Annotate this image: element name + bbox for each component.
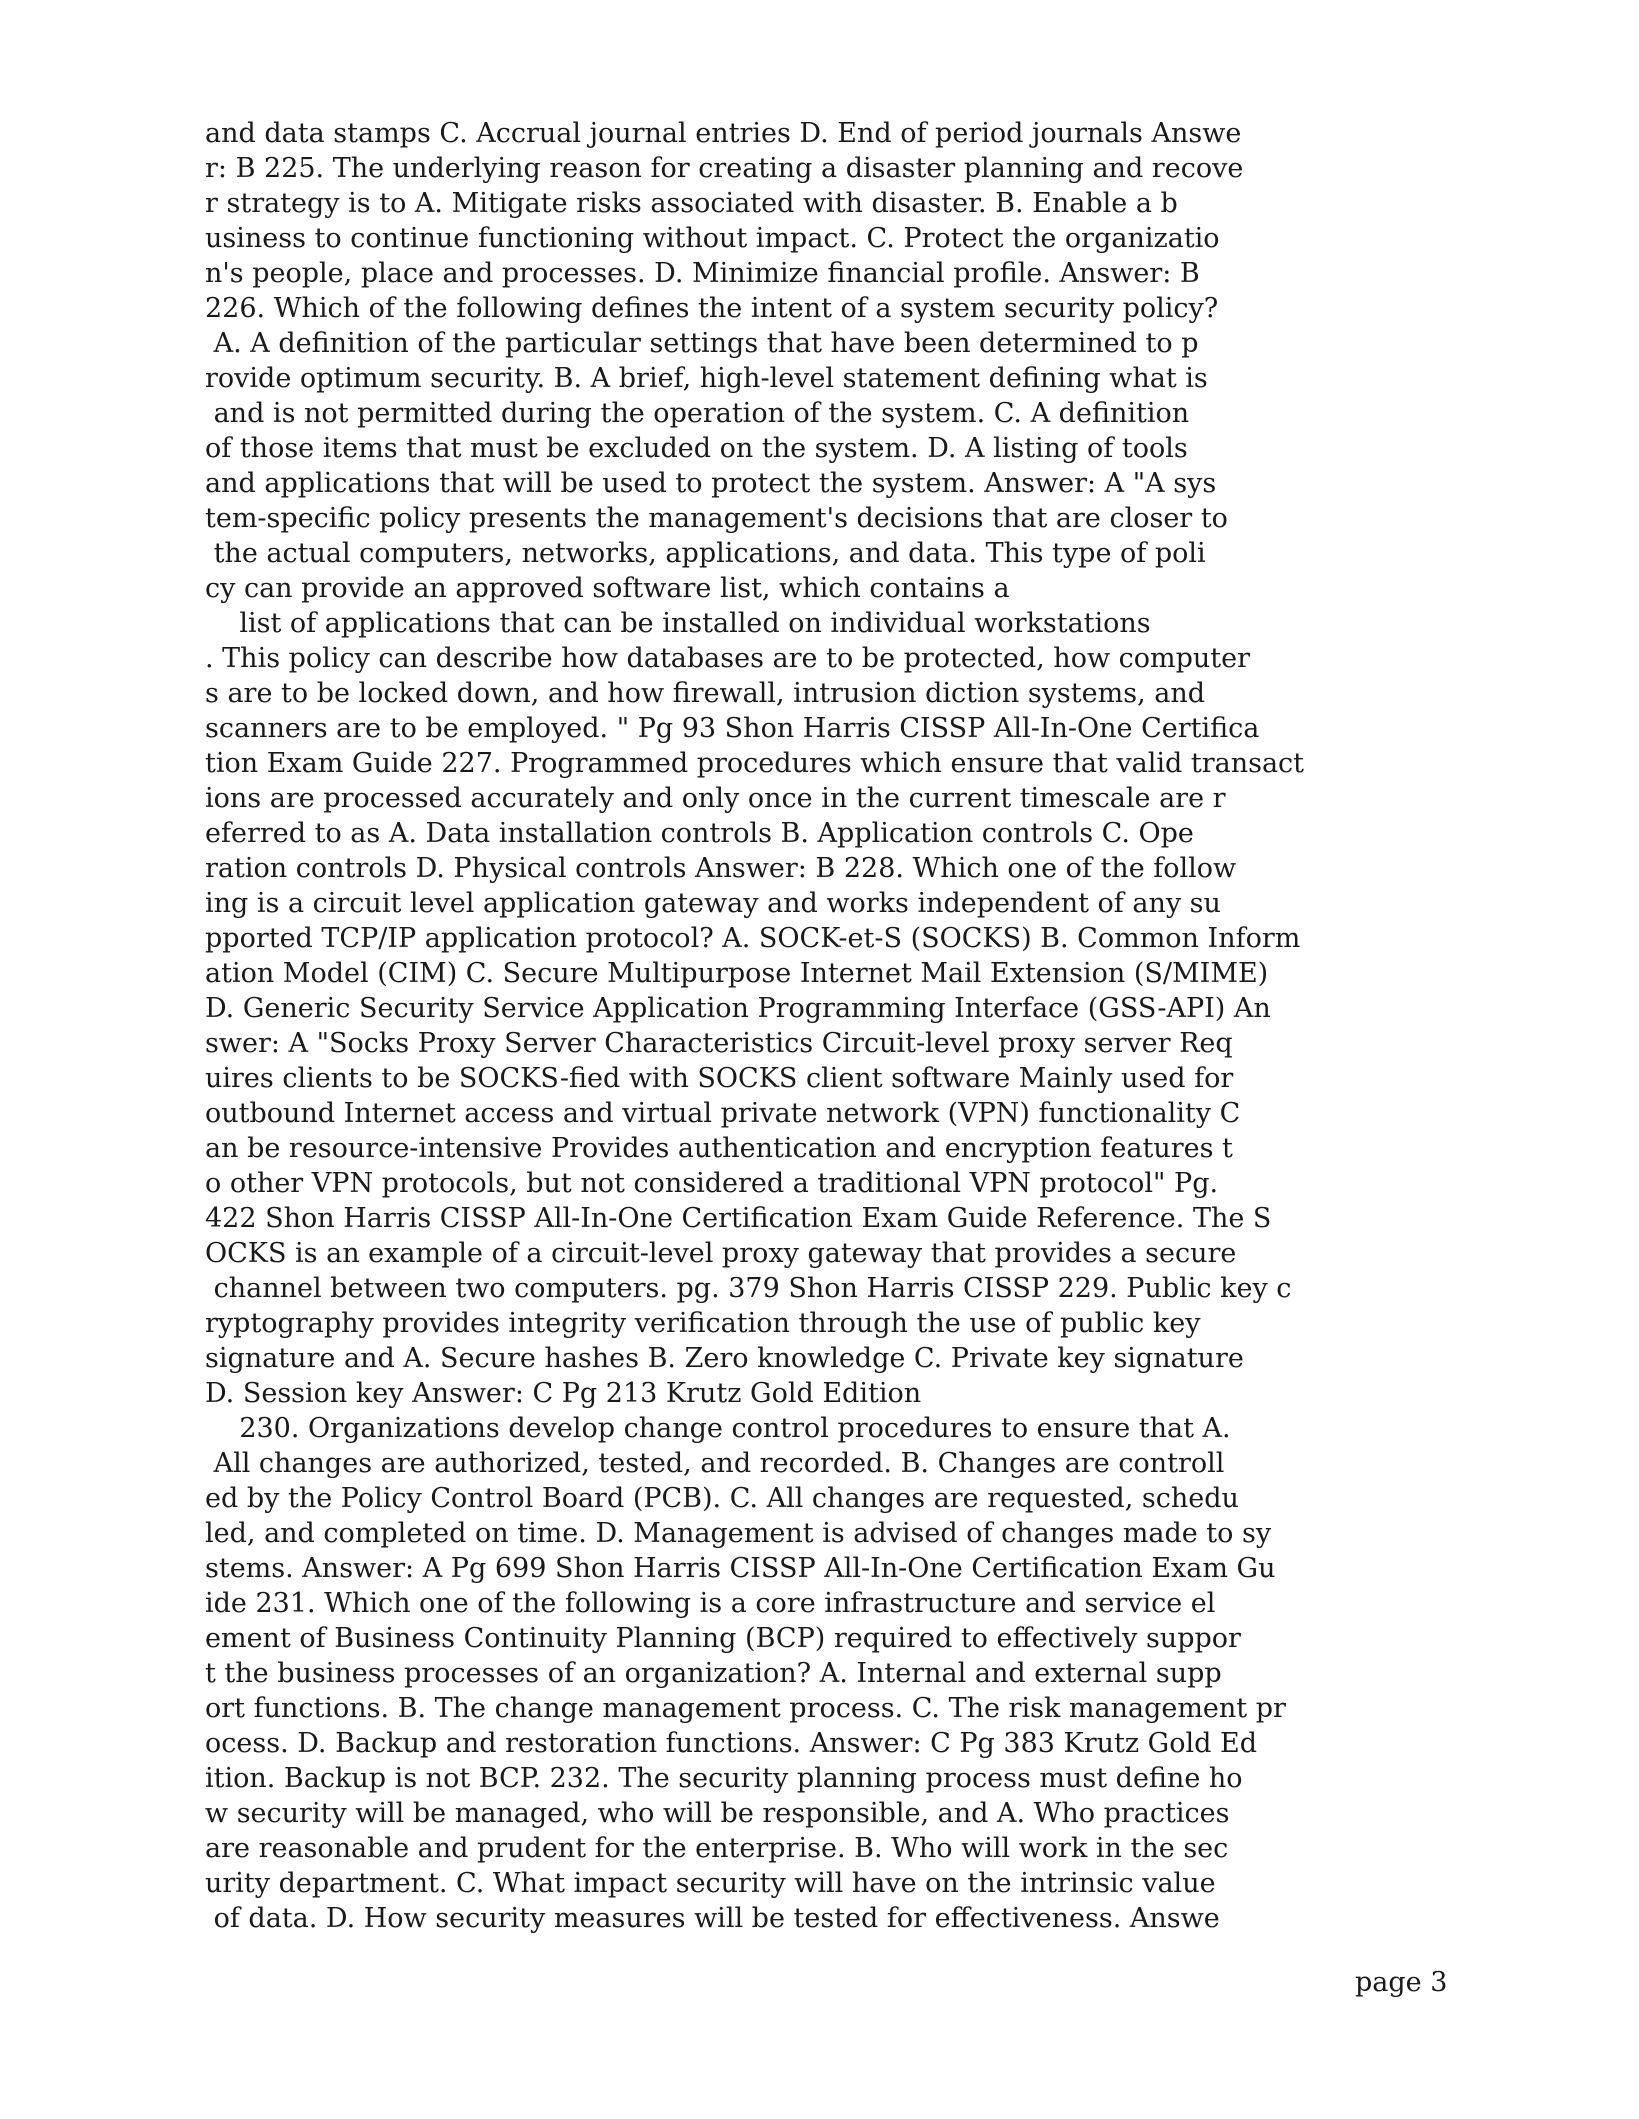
text-line: outbound Internet access and virtual private network (VPN) functionality C [205, 1098, 1241, 1129]
text-line: ration controls D. Physical controls Answer: B 228. Which one of the follow [205, 853, 1237, 884]
text-line: signature and A. Secure hashes B. Zero knowledge C. Private key signature [205, 1343, 1244, 1374]
text-line: ation Model (CIM) C. Secure Multipurpose Internet Mail Extension (S/MIME) [205, 958, 1269, 989]
text-line: tion Exam Guide 227. Programmed procedures which ensure that valid transact [205, 748, 1305, 779]
text-line: ions are processed accurately and only once in the current timescale are r [205, 783, 1226, 814]
text-line: list of applications that can be installed on individual workstations [205, 608, 1151, 639]
text-line: D. Generic Security Service Application Programming Interface (GSS-API) An [205, 993, 1271, 1024]
text-line: stems. Answer: A Pg 699 Shon Harris CISSP All-In-One Certification Exam Gu [205, 1553, 1276, 1584]
text-line: rovide optimum security. B. A brief, high-level statement defining what is [205, 363, 1208, 394]
page-number: page 3 [1355, 1967, 1448, 1998]
text-line: the actual computers, networks, applications, and data. This type of poli [205, 538, 1206, 569]
text-line: urity department. C. What impact security will have on the intrinsic value [205, 1868, 1216, 1899]
text-line: 230. Organizations develop change control procedures to ensure that A. [205, 1413, 1231, 1444]
text-line: r: B 225. The underlying reason for creating a disaster planning and recove [205, 153, 1244, 184]
document-body [205, 116, 1435, 1936]
text-line: an be resource-intensive Provides authentication and encryption features t [205, 1133, 1233, 1164]
text-line: . This policy can describe how databases are to be protected, how computer [205, 643, 1251, 674]
text-line: ort functions. B. The change management process. C. The risk management pr [205, 1693, 1286, 1724]
text-line: ition. Backup is not BCP. 232. The security planning process must define ho [205, 1763, 1243, 1794]
text-line: ing is a circuit level application gateway and works independent of any su [205, 888, 1221, 919]
text-line: scanners are to be employed. " Pg 93 Shon Harris CISSP All-In-One Certifica [205, 713, 1260, 744]
text-line: OCKS is an example of a circuit-level proxy gateway that provides a secure [205, 1238, 1237, 1269]
text-line: and applications that will be used to protect the system. Answer: A "A sys [205, 468, 1217, 499]
text-line: 422 Shon Harris CISSP All-In-One Certification Exam Guide Reference. The S [205, 1203, 1272, 1234]
text-line: s are to be locked down, and how firewall, intrusion diction systems, and [205, 678, 1206, 709]
text-line: led, and completed on time. D. Management is advised of changes made to sy [205, 1518, 1272, 1549]
text-line: A. A definition of the particular settings that have been determined to p [205, 328, 1199, 359]
text-line: and is not permitted during the operation of the system. C. A definition [205, 398, 1190, 429]
text-line: eferred to as A. Data installation controls B. Application controls C. Ope [205, 818, 1194, 849]
text-line: ement of Business Continuity Planning (BCP) required to effectively suppor [205, 1623, 1241, 1654]
text-line: swer: A "Socks Proxy Server Characteristics Circuit-level proxy server Req [205, 1028, 1233, 1059]
text-line: pported TCP/IP application protocol? A. SOCK-et-S (SOCKS) B. Common Inform [205, 923, 1301, 954]
text-line: r strategy is to A. Mitigate risks associated with disaster. B. Enable a b [205, 188, 1178, 219]
text-line: D. Session key Answer: C Pg 213 Krutz Gold Edition [205, 1378, 922, 1409]
text-line: n's people, place and processes. D. Minimize financial profile. Answer: B [205, 258, 1200, 289]
text-line: ryptography provides integrity verification through the use of public key [205, 1308, 1201, 1339]
text-line: are reasonable and prudent for the enterprise. B. Who will work in the sec [205, 1833, 1229, 1864]
text-line: of data. D. How security measures will be tested for effectiveness. Answe [205, 1903, 1220, 1934]
text-line: and data stamps C. Accrual journal entries D. End of period journals Answe [205, 118, 1242, 149]
text-line: All changes are authorized, tested, and recorded. B. Changes are controll [205, 1448, 1225, 1479]
text-line: uires clients to be SOCKS-fied with SOCKS client software Mainly used for [205, 1063, 1234, 1094]
text-line: o other VPN protocols, but not considered a traditional VPN protocol" Pg. [205, 1168, 1219, 1199]
text-line: w security will be managed, who will be responsible, and A. Who practices [205, 1798, 1230, 1829]
text-line: 226. Which of the following defines the intent of a system security policy? [205, 293, 1219, 324]
text-line: cy can provide an approved software list, which contains a [205, 573, 1010, 604]
text-line: ed by the Policy Control Board (PCB). C. All changes are requested, schedu [205, 1483, 1239, 1514]
text-line: tem-specific policy presents the management's decisions that are closer to [205, 503, 1228, 534]
text-line: of those items that must be excluded on the system. D. A listing of tools [205, 433, 1188, 464]
text-line: t the business processes of an organization? A. Internal and external supp [205, 1658, 1222, 1689]
text-line: channel between two computers. pg. 379 Shon Harris CISSP 229. Public key c [205, 1273, 1292, 1304]
text-line: ide 231. Which one of the following is a core infrastructure and service el [205, 1588, 1216, 1619]
text-line: usiness to continue functioning without impact. C. Protect the organizatio [205, 223, 1220, 254]
text-line: ocess. D. Backup and restoration functions. Answer: C Pg 383 Krutz Gold Ed [205, 1728, 1257, 1759]
